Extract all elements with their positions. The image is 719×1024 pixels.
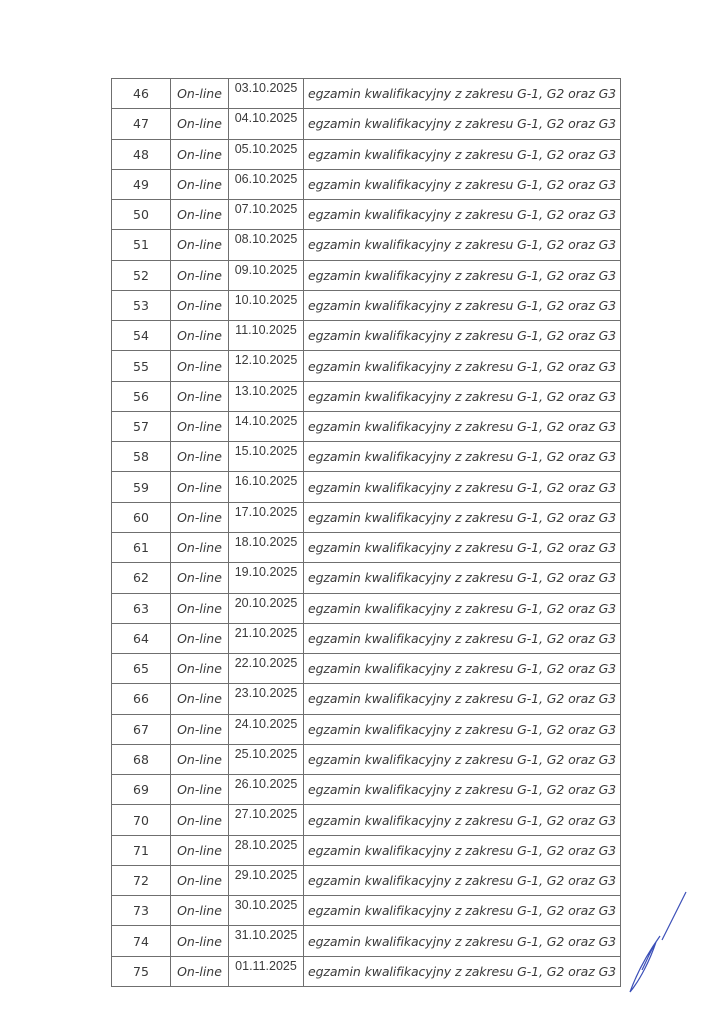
row-description: egzamin kwalifikacyjny z zakresu G-1, G2 oraz G3 (304, 714, 621, 744)
row-date: 29.10.2025 (229, 865, 304, 895)
row-number: 65 (112, 654, 171, 684)
row-number: 49 (112, 169, 171, 199)
row-mode: On-line (171, 835, 229, 865)
row-mode: On-line (171, 593, 229, 623)
table-row (112, 593, 621, 623)
row-number: 63 (112, 593, 171, 623)
row-date: 13.10.2025 (229, 381, 304, 411)
row-description: egzamin kwalifikacyjny z zakresu G-1, G2 oraz G3 (304, 139, 621, 169)
row-date: 03.10.2025 (229, 79, 304, 109)
row-date: 22.10.2025 (229, 654, 304, 684)
row-number: 73 (112, 896, 171, 926)
row-number: 54 (112, 321, 171, 351)
table-row (112, 260, 621, 290)
table-row (112, 139, 621, 169)
row-number: 51 (112, 230, 171, 260)
table-row (112, 684, 621, 714)
row-mode: On-line (171, 200, 229, 230)
row-mode: On-line (171, 411, 229, 441)
row-number: 67 (112, 714, 171, 744)
row-description: egzamin kwalifikacyjny z zakresu G-1, G2 oraz G3 (304, 381, 621, 411)
row-number: 52 (112, 260, 171, 290)
row-date: 10.10.2025 (229, 290, 304, 320)
row-date: 17.10.2025 (229, 502, 304, 532)
row-number: 70 (112, 805, 171, 835)
row-date: 18.10.2025 (229, 532, 304, 562)
row-number: 61 (112, 532, 171, 562)
row-mode: On-line (171, 775, 229, 805)
row-description: egzamin kwalifikacyjny z zakresu G-1, G2 oraz G3 (304, 472, 621, 502)
row-mode: On-line (171, 714, 229, 744)
table-row (112, 290, 621, 320)
table-row (112, 79, 621, 109)
row-number: 46 (112, 79, 171, 109)
row-mode: On-line (171, 563, 229, 593)
row-date: 16.10.2025 (229, 472, 304, 502)
table-row (112, 351, 621, 381)
row-description: egzamin kwalifikacyjny z zakresu G-1, G2 oraz G3 (304, 805, 621, 835)
row-mode: On-line (171, 926, 229, 956)
table-row (112, 442, 621, 472)
row-description: egzamin kwalifikacyjny z zakresu G-1, G2 oraz G3 (304, 79, 621, 109)
row-mode: On-line (171, 321, 229, 351)
row-date: 19.10.2025 (229, 563, 304, 593)
row-date: 04.10.2025 (229, 109, 304, 139)
table-row (112, 775, 621, 805)
row-date: 26.10.2025 (229, 775, 304, 805)
table-row (112, 623, 621, 653)
row-mode: On-line (171, 623, 229, 653)
table-row (112, 109, 621, 139)
row-date: 07.10.2025 (229, 200, 304, 230)
row-date: 05.10.2025 (229, 139, 304, 169)
table-row (112, 532, 621, 562)
row-number: 68 (112, 744, 171, 774)
row-mode: On-line (171, 79, 229, 109)
table-row (112, 896, 621, 926)
row-date: 24.10.2025 (229, 714, 304, 744)
row-description: egzamin kwalifikacyjny z zakresu G-1, G2 oraz G3 (304, 593, 621, 623)
row-description: egzamin kwalifikacyjny z zakresu G-1, G2 oraz G3 (304, 169, 621, 199)
row-number: 75 (112, 956, 171, 986)
row-number: 72 (112, 865, 171, 895)
table-row (112, 381, 621, 411)
row-description: egzamin kwalifikacyjny z zakresu G-1, G2 oraz G3 (304, 865, 621, 895)
row-mode: On-line (171, 230, 229, 260)
table-row (112, 472, 621, 502)
row-mode: On-line (171, 139, 229, 169)
row-date: 21.10.2025 (229, 623, 304, 653)
row-mode: On-line (171, 865, 229, 895)
table-row (112, 411, 621, 441)
row-date: 08.10.2025 (229, 230, 304, 260)
row-description: egzamin kwalifikacyjny z zakresu G-1, G2 oraz G3 (304, 684, 621, 714)
row-number: 47 (112, 109, 171, 139)
row-description: egzamin kwalifikacyjny z zakresu G-1, G2 oraz G3 (304, 896, 621, 926)
row-description: egzamin kwalifikacyjny z zakresu G-1, G2 oraz G3 (304, 744, 621, 774)
row-number: 71 (112, 835, 171, 865)
table-row (112, 805, 621, 835)
row-number: 64 (112, 623, 171, 653)
handwritten-signature (610, 890, 690, 1000)
row-number: 69 (112, 775, 171, 805)
row-date: 14.10.2025 (229, 411, 304, 441)
table-row (112, 956, 621, 986)
row-date: 23.10.2025 (229, 684, 304, 714)
row-date: 28.10.2025 (229, 835, 304, 865)
table-row (112, 744, 621, 774)
row-date: 27.10.2025 (229, 805, 304, 835)
row-description: egzamin kwalifikacyjny z zakresu G-1, G2 oraz G3 (304, 835, 621, 865)
row-mode: On-line (171, 805, 229, 835)
row-number: 48 (112, 139, 171, 169)
row-description: egzamin kwalifikacyjny z zakresu G-1, G2 oraz G3 (304, 775, 621, 805)
table-row (112, 926, 621, 956)
row-description: egzamin kwalifikacyjny z zakresu G-1, G2 oraz G3 (304, 956, 621, 986)
table-row (112, 563, 621, 593)
row-description: egzamin kwalifikacyjny z zakresu G-1, G2 oraz G3 (304, 200, 621, 230)
table-row (112, 714, 621, 744)
row-date: 09.10.2025 (229, 260, 304, 290)
row-number: 74 (112, 926, 171, 956)
row-date: 06.10.2025 (229, 169, 304, 199)
row-date: 31.10.2025 (229, 926, 304, 956)
row-description: egzamin kwalifikacyjny z zakresu G-1, G2 oraz G3 (304, 926, 621, 956)
row-description: egzamin kwalifikacyjny z zakresu G-1, G2 oraz G3 (304, 442, 621, 472)
row-mode: On-line (171, 896, 229, 926)
row-mode: On-line (171, 260, 229, 290)
row-number: 56 (112, 381, 171, 411)
table-row (112, 502, 621, 532)
row-description: egzamin kwalifikacyjny z zakresu G-1, G2 oraz G3 (304, 411, 621, 441)
row-mode: On-line (171, 502, 229, 532)
row-mode: On-line (171, 472, 229, 502)
row-description: egzamin kwalifikacyjny z zakresu G-1, G2 oraz G3 (304, 563, 621, 593)
row-number: 55 (112, 351, 171, 381)
row-description: egzamin kwalifikacyjny z zakresu G-1, G2 oraz G3 (304, 109, 621, 139)
row-number: 58 (112, 442, 171, 472)
row-mode: On-line (171, 442, 229, 472)
table-row (112, 865, 621, 895)
row-date: 15.10.2025 (229, 442, 304, 472)
row-description: egzamin kwalifikacyjny z zakresu G-1, G2 oraz G3 (304, 290, 621, 320)
row-description: egzamin kwalifikacyjny z zakresu G-1, G2 oraz G3 (304, 321, 621, 351)
row-description: egzamin kwalifikacyjny z zakresu G-1, G2 oraz G3 (304, 502, 621, 532)
row-date: 11.10.2025 (229, 321, 304, 351)
row-number: 53 (112, 290, 171, 320)
row-mode: On-line (171, 744, 229, 774)
row-description: egzamin kwalifikacyjny z zakresu G-1, G2 oraz G3 (304, 623, 621, 653)
row-date: 01.11.2025 (229, 956, 304, 986)
row-mode: On-line (171, 684, 229, 714)
row-number: 62 (112, 563, 171, 593)
row-number: 50 (112, 200, 171, 230)
row-description: egzamin kwalifikacyjny z zakresu G-1, G2 oraz G3 (304, 532, 621, 562)
row-description: egzamin kwalifikacyjny z zakresu G-1, G2 oraz G3 (304, 351, 621, 381)
row-mode: On-line (171, 654, 229, 684)
table-row (112, 835, 621, 865)
row-date: 25.10.2025 (229, 744, 304, 774)
row-mode: On-line (171, 169, 229, 199)
table-row (112, 169, 621, 199)
row-mode: On-line (171, 381, 229, 411)
row-mode: On-line (171, 532, 229, 562)
row-number: 57 (112, 411, 171, 441)
row-mode: On-line (171, 109, 229, 139)
row-number: 66 (112, 684, 171, 714)
table-row (112, 654, 621, 684)
row-number: 60 (112, 502, 171, 532)
table-row (112, 200, 621, 230)
table-body (112, 79, 621, 987)
row-date: 12.10.2025 (229, 351, 304, 381)
table-row (112, 321, 621, 351)
row-mode: On-line (171, 290, 229, 320)
row-date: 20.10.2025 (229, 593, 304, 623)
table-row (112, 230, 621, 260)
row-description: egzamin kwalifikacyjny z zakresu G-1, G2 oraz G3 (304, 654, 621, 684)
row-description: egzamin kwalifikacyjny z zakresu G-1, G2 oraz G3 (304, 260, 621, 290)
exam-schedule-table (111, 78, 621, 987)
row-date: 30.10.2025 (229, 896, 304, 926)
row-mode: On-line (171, 351, 229, 381)
row-description: egzamin kwalifikacyjny z zakresu G-1, G2 oraz G3 (304, 230, 621, 260)
row-mode: On-line (171, 956, 229, 986)
row-number: 59 (112, 472, 171, 502)
